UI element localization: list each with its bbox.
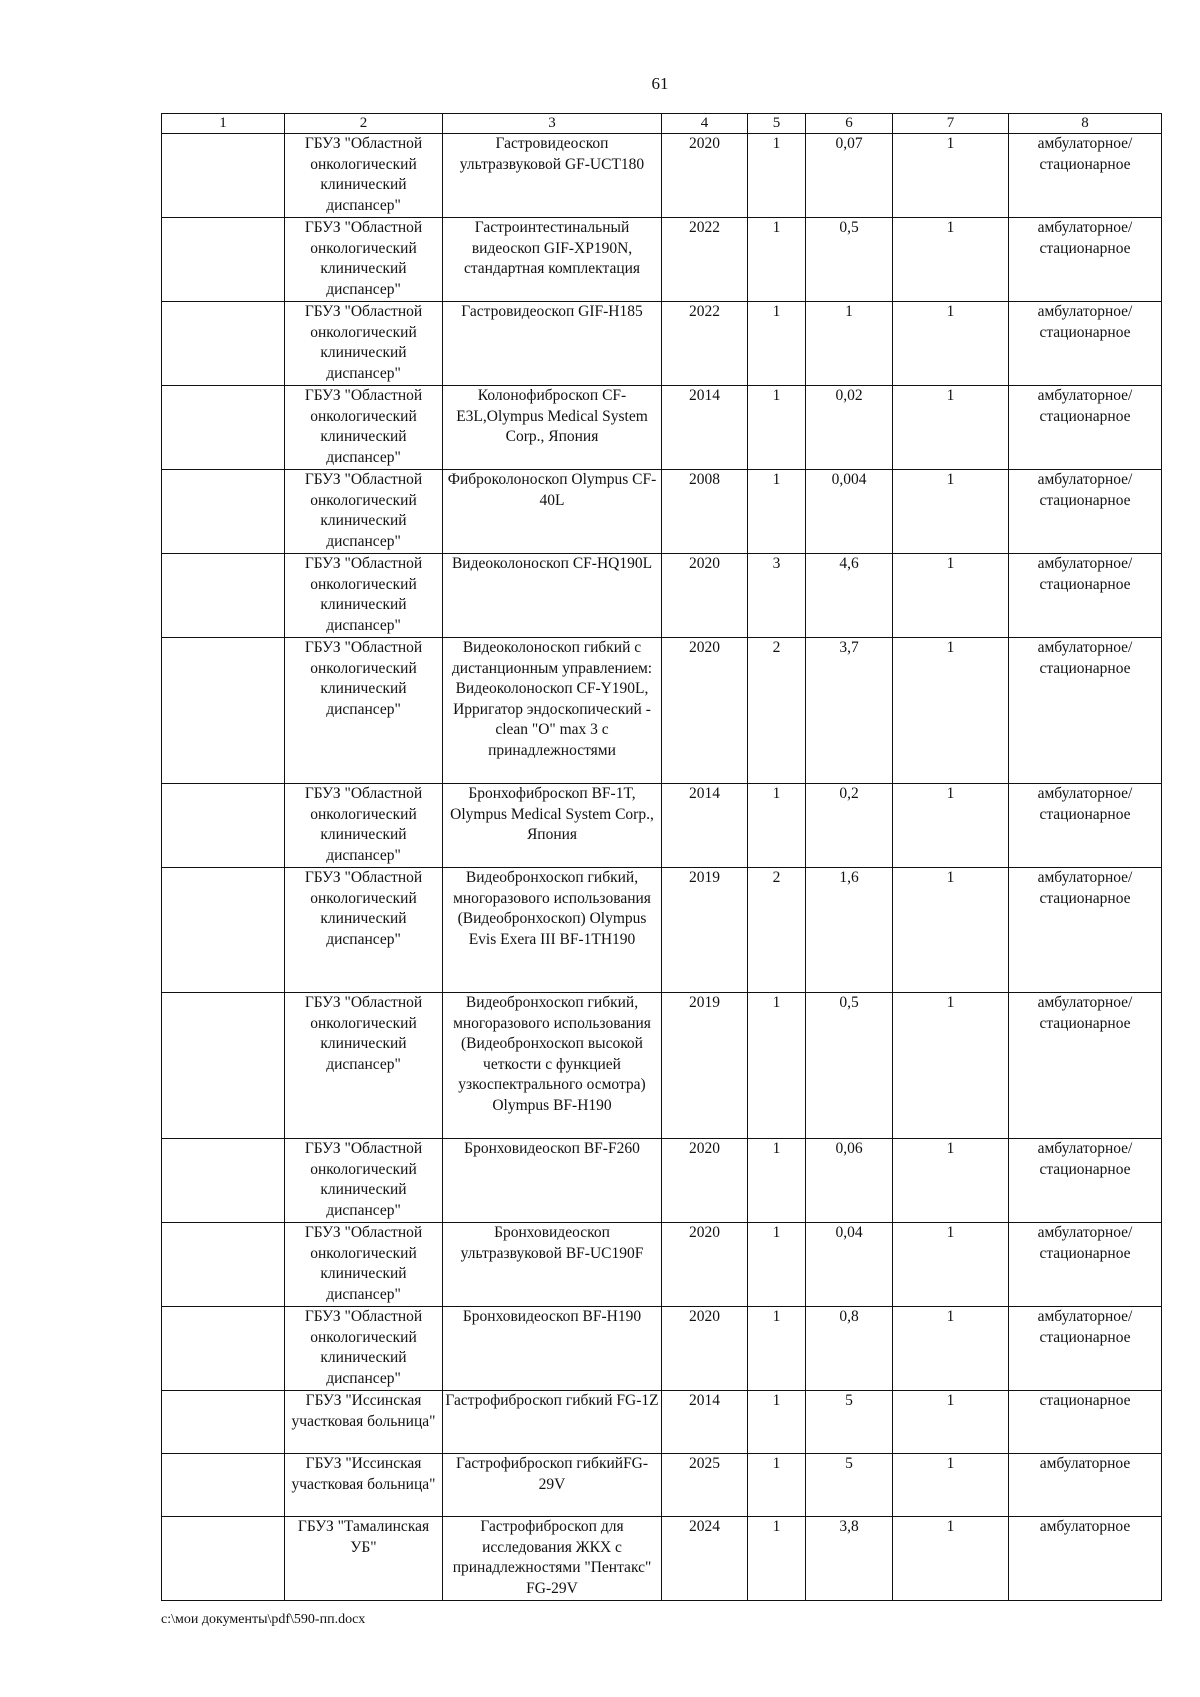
care-type-cell: амбулаторное/ стационарное	[1009, 470, 1162, 554]
row-index-cell	[162, 1391, 285, 1454]
care-type-cell: амбулаторное/ стационарное	[1009, 134, 1162, 218]
table-row	[162, 784, 1162, 868]
table-row	[162, 993, 1162, 1139]
column7-cell: 1	[893, 1139, 1009, 1223]
quantity-cell: 3	[748, 554, 806, 638]
device-cell: Бронховидеоскоп ультразвуковой BF-UC190F	[443, 1223, 662, 1307]
year-cell: 2019	[662, 993, 748, 1139]
column7-cell: 1	[893, 470, 1009, 554]
year-cell: 2020	[662, 638, 748, 784]
device-cell: Гастрофиброскоп гибкий FG-1Z	[443, 1391, 662, 1454]
device-cell: Гастрофиброскоп для исследования ЖКХ с принадлежностями "Пентакс" FG-29V	[443, 1517, 662, 1601]
row-index-cell	[162, 1307, 285, 1391]
table-row	[162, 134, 1162, 218]
row-index-cell	[162, 993, 285, 1139]
care-type-cell: стационарное	[1009, 1391, 1162, 1454]
quantity-cell: 2	[748, 868, 806, 993]
year-cell: 2014	[662, 1391, 748, 1454]
care-type-cell: амбулаторное/ стационарное	[1009, 1223, 1162, 1307]
quantity-cell: 1	[748, 1307, 806, 1391]
year-cell: 2025	[662, 1454, 748, 1517]
column7-cell: 1	[893, 1391, 1009, 1454]
device-cell: Фиброколоноскоп Olympus CF-40L	[443, 470, 662, 554]
value-cell: 4,6	[806, 554, 893, 638]
row-index-cell	[162, 386, 285, 470]
column7-cell: 1	[893, 554, 1009, 638]
column-header: 8	[1009, 114, 1162, 134]
row-index-cell	[162, 1454, 285, 1517]
device-cell: Гастрофиброскоп гибкийFG-29V	[443, 1454, 662, 1517]
device-cell: Гастровидеоскоп ультразвуковой GF-UCT180	[443, 134, 662, 218]
column7-cell: 1	[893, 638, 1009, 784]
value-cell: 3,7	[806, 638, 893, 784]
value-cell: 0,5	[806, 993, 893, 1139]
table-row	[162, 1454, 1162, 1517]
quantity-cell: 1	[748, 1454, 806, 1517]
value-cell: 0,02	[806, 386, 893, 470]
care-type-cell: амбулаторное/ стационарное	[1009, 554, 1162, 638]
device-cell: Видеоколоноскоп гибкий с дистанционным управлением: Видеоколоноскоп CF-Y190L, Ирригатор эндоскопический -clean "O" max 3 с принадлежностями	[443, 638, 662, 784]
column7-cell: 1	[893, 784, 1009, 868]
table-row	[162, 218, 1162, 302]
quantity-cell: 1	[748, 302, 806, 386]
care-type-cell: амбулаторное/ стационарное	[1009, 1139, 1162, 1223]
column-header: 4	[662, 114, 748, 134]
care-type-cell: амбулаторное/ стационарное	[1009, 784, 1162, 868]
organization-cell: ГБУЗ "Областной онкологический клинический диспансер"	[285, 1307, 443, 1391]
organization-cell: ГБУЗ "Тамалинская УБ"	[285, 1517, 443, 1601]
column7-cell: 1	[893, 218, 1009, 302]
row-index-cell	[162, 134, 285, 218]
year-cell: 2014	[662, 784, 748, 868]
organization-cell: ГБУЗ "Областной онкологический клинический диспансер"	[285, 302, 443, 386]
value-cell: 0,07	[806, 134, 893, 218]
column-header: 5	[748, 114, 806, 134]
column-header: 2	[285, 114, 443, 134]
care-type-cell: амбулаторное	[1009, 1454, 1162, 1517]
column-number-row	[162, 114, 1162, 134]
organization-cell: ГБУЗ "Областной онкологический клинический диспансер"	[285, 134, 443, 218]
table-row	[162, 1223, 1162, 1307]
column-header: 1	[162, 114, 285, 134]
value-cell: 0,06	[806, 1139, 893, 1223]
table-row	[162, 1139, 1162, 1223]
organization-cell: ГБУЗ "Областной онкологический клинический диспансер"	[285, 386, 443, 470]
organization-cell: ГБУЗ "Областной онкологический клинический диспансер"	[285, 218, 443, 302]
column7-cell: 1	[893, 302, 1009, 386]
column-header: 6	[806, 114, 893, 134]
row-index-cell	[162, 868, 285, 993]
year-cell: 2020	[662, 1307, 748, 1391]
year-cell: 2019	[662, 868, 748, 993]
value-cell: 5	[806, 1454, 893, 1517]
value-cell: 1	[806, 302, 893, 386]
care-type-cell: амбулаторное	[1009, 1517, 1162, 1601]
quantity-cell: 2	[748, 638, 806, 784]
value-cell: 1,6	[806, 868, 893, 993]
organization-cell: ГБУЗ "Областной онкологический клинический диспансер"	[285, 1223, 443, 1307]
column7-cell: 1	[893, 1307, 1009, 1391]
row-index-cell	[162, 554, 285, 638]
row-index-cell	[162, 218, 285, 302]
year-cell: 2014	[662, 386, 748, 470]
value-cell: 0,2	[806, 784, 893, 868]
device-cell: Видеоколоноскоп CF-HQ190L	[443, 554, 662, 638]
table-row	[162, 868, 1162, 993]
column7-cell: 1	[893, 868, 1009, 993]
table-row	[162, 1307, 1162, 1391]
quantity-cell: 1	[748, 1391, 806, 1454]
organization-cell: ГБУЗ "Иссинская участковая больница"	[285, 1454, 443, 1517]
table-row	[162, 1517, 1162, 1601]
quantity-cell: 1	[748, 1223, 806, 1307]
quantity-cell: 1	[748, 386, 806, 470]
care-type-cell: амбулаторное/ стационарное	[1009, 638, 1162, 784]
care-type-cell: амбулаторное/ стационарное	[1009, 218, 1162, 302]
quantity-cell: 1	[748, 1517, 806, 1601]
column7-cell: 1	[893, 1223, 1009, 1307]
device-cell: Бронхофиброскоп BF-1T, Olympus Medical System Corp., Япония	[443, 784, 662, 868]
column7-cell: 1	[893, 134, 1009, 218]
value-cell: 0,5	[806, 218, 893, 302]
quantity-cell: 1	[748, 993, 806, 1139]
device-cell: Видеобронхоскоп гибкий, многоразового использования (Видеобронхоскоп высокой четкости с функцией узкоспектрального осмотра) Olympus BF-H190	[443, 993, 662, 1139]
device-cell: Гастроинтестинальный видеоскоп GIF-XP190N, стандартная комплектация	[443, 218, 662, 302]
row-index-cell	[162, 1517, 285, 1601]
device-cell: Видеобронхоскоп гибкий, многоразового использования (Видеобронхоскоп) Olympus Evis Exera III BF-1TH190	[443, 868, 662, 993]
row-index-cell	[162, 1139, 285, 1223]
page-number: 61	[651, 74, 669, 93]
table-body	[162, 134, 1162, 1601]
row-index-cell	[162, 1223, 285, 1307]
footer-file-path: c:\мои документы\pdf\590-пп.docx	[161, 1612, 366, 1627]
care-type-cell: амбулаторное/ стационарное	[1009, 1307, 1162, 1391]
row-index-cell	[162, 302, 285, 386]
value-cell: 0,004	[806, 470, 893, 554]
organization-cell: ГБУЗ "Областной онкологический клинический диспансер"	[285, 1139, 443, 1223]
column7-cell: 1	[893, 993, 1009, 1139]
device-cell: Бронховидеоскоп BF-H190	[443, 1307, 662, 1391]
table-row	[162, 1391, 1162, 1454]
row-index-cell	[162, 638, 285, 784]
device-cell: Колонофиброскоп CF-E3L,Olympus Medical System Corp., Япония	[443, 386, 662, 470]
care-type-cell: амбулаторное/ стационарное	[1009, 386, 1162, 470]
value-cell: 5	[806, 1391, 893, 1454]
value-cell: 3,8	[806, 1517, 893, 1601]
organization-cell: ГБУЗ "Областной онкологический клинический диспансер"	[285, 868, 443, 993]
year-cell: 2024	[662, 1517, 748, 1601]
value-cell: 0,8	[806, 1307, 893, 1391]
table-row	[162, 386, 1162, 470]
care-type-cell: амбулаторное/ стационарное	[1009, 993, 1162, 1139]
row-index-cell	[162, 784, 285, 868]
device-cell: Бронховидеоскоп BF-F260	[443, 1139, 662, 1223]
column7-cell: 1	[893, 386, 1009, 470]
value-cell: 0,04	[806, 1223, 893, 1307]
quantity-cell: 1	[748, 470, 806, 554]
equipment-table	[161, 113, 1162, 1601]
column7-cell: 1	[893, 1517, 1009, 1601]
quantity-cell: 1	[748, 218, 806, 302]
quantity-cell: 1	[748, 134, 806, 218]
quantity-cell: 1	[748, 784, 806, 868]
quantity-cell: 1	[748, 1139, 806, 1223]
table-row	[162, 470, 1162, 554]
care-type-cell: амбулаторное/ стационарное	[1009, 302, 1162, 386]
row-index-cell	[162, 470, 285, 554]
year-cell: 2020	[662, 1223, 748, 1307]
organization-cell: ГБУЗ "Областной онкологический клинический диспансер"	[285, 784, 443, 868]
organization-cell: ГБУЗ "Областной онкологический клинический диспансер"	[285, 470, 443, 554]
year-cell: 2022	[662, 218, 748, 302]
table-row	[162, 302, 1162, 386]
organization-cell: ГБУЗ "Областной онкологический клинический диспансер"	[285, 993, 443, 1139]
year-cell: 2008	[662, 470, 748, 554]
year-cell: 2020	[662, 1139, 748, 1223]
column7-cell: 1	[893, 1454, 1009, 1517]
care-type-cell: амбулаторное/ стационарное	[1009, 868, 1162, 993]
organization-cell: ГБУЗ "Областной онкологический клинический диспансер"	[285, 638, 443, 784]
organization-cell: ГБУЗ "Областной онкологический клинический диспансер"	[285, 554, 443, 638]
year-cell: 2020	[662, 554, 748, 638]
year-cell: 2022	[662, 302, 748, 386]
device-cell: Гастровидеоскоп GIF-H185	[443, 302, 662, 386]
organization-cell: ГБУЗ "Иссинская участковая больница"	[285, 1391, 443, 1454]
table-row	[162, 638, 1162, 784]
table-row	[162, 554, 1162, 638]
column-header: 7	[893, 114, 1009, 134]
column-header: 3	[443, 114, 662, 134]
year-cell: 2020	[662, 134, 748, 218]
